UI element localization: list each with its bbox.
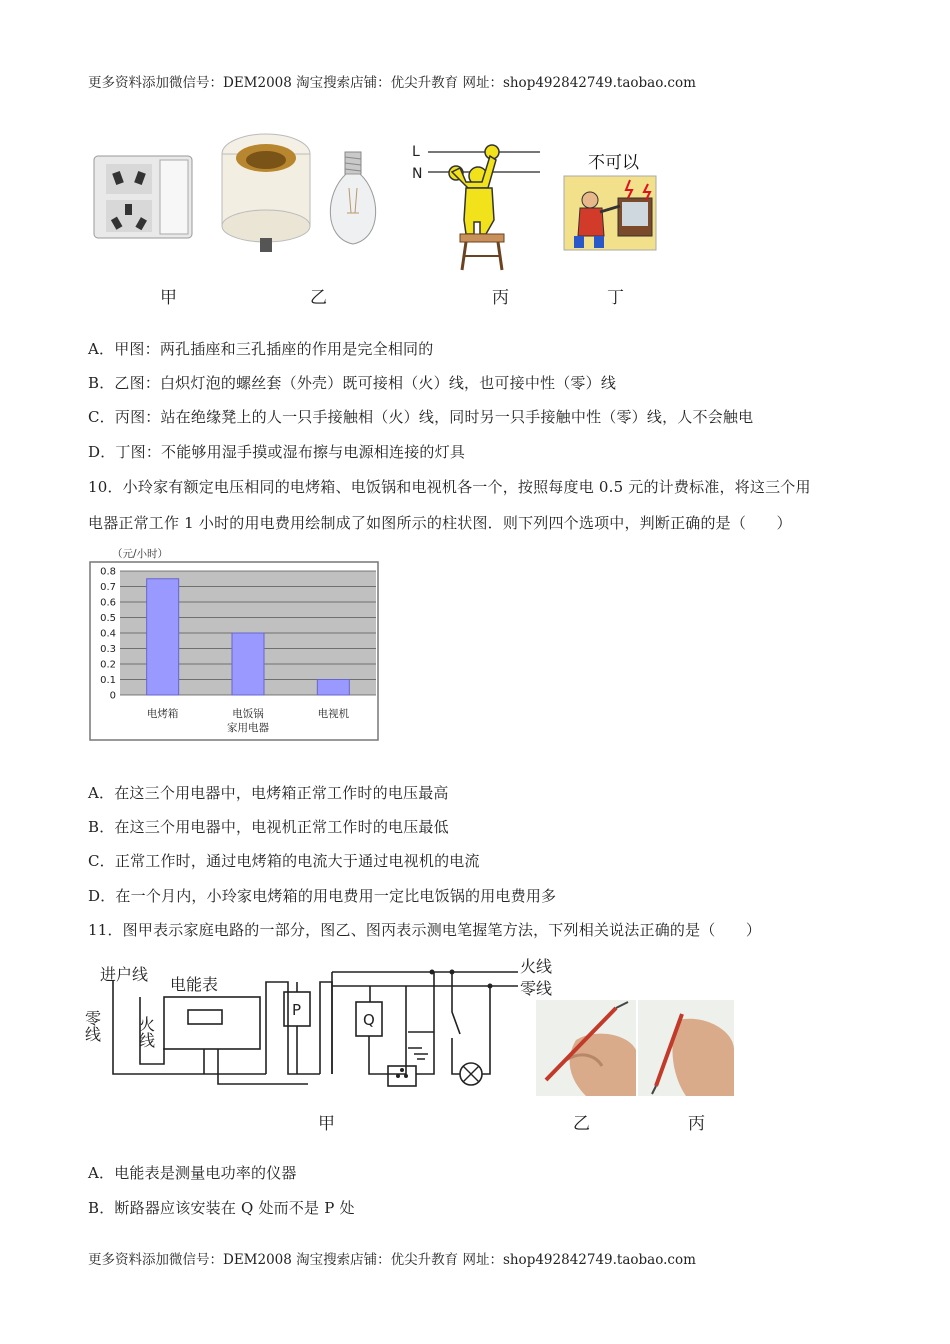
live-right-label: 火线 <box>520 957 553 976</box>
x-tick-label: 电饭锅 <box>232 708 264 720</box>
cost-bar-chart <box>88 545 383 745</box>
person-on-stool-figure <box>408 138 548 273</box>
p-label: P <box>292 1001 302 1019</box>
lamp-holder-figure <box>215 128 390 258</box>
bar-3 <box>317 680 349 696</box>
label-yi: 乙 <box>310 288 327 308</box>
q10-option-b: B．在这三个用电器中，电视机正常工作时的电压最低 <box>88 818 449 836</box>
test-pen-photo-bing <box>638 1000 734 1096</box>
y-tick-label: 0.1 <box>100 675 116 686</box>
q11-option-b: B．断路器应该安装在 Q 处而不是 P 处 <box>88 1199 355 1217</box>
neutral-right-label: 零线 <box>520 979 553 998</box>
test-pen-photo-yi <box>536 1000 636 1096</box>
live-left-label: 火线 <box>136 1016 156 1048</box>
energy-meter-box <box>164 997 260 1049</box>
in-line-label: 进户线 <box>100 965 149 984</box>
q11-option-a: A．电能表是测量电功率的仪器 <box>88 1164 297 1182</box>
q10-option-d: D．在一个月内，小玲家电烤箱的用电费用一定比电饭锅的用电费用多 <box>88 887 557 905</box>
bar-2 <box>232 633 264 695</box>
photo-label-yi: 乙 <box>573 1114 590 1134</box>
neutral-left-label: 零线 <box>82 1010 102 1042</box>
x-tick-label: 电视机 <box>317 708 350 720</box>
q9-option-c: C．丙图：站在绝缘凳上的人一只手接触相（火）线，同时另一只手接触中性（零）线，人不会触电 <box>88 408 754 426</box>
q9-option-d: D．丁图：不能够用湿手摸或湿布擦与电源相连接的灯具 <box>88 443 466 461</box>
household-circuit-diagram <box>82 952 568 1102</box>
y-tick-label: 0.4 <box>100 628 116 640</box>
ding-sign-text: 不可以 <box>588 153 639 173</box>
q9-option-b: B．乙图：白炽灯泡的螺丝套（外壳）既可接相（火）线，也可接中性（零）线 <box>88 374 617 392</box>
q-label: Q <box>363 1011 375 1029</box>
yellow-person <box>449 145 499 234</box>
x-axis-label: 家用电器 <box>227 722 269 734</box>
q11-stem: 11．图甲表示家庭电路的一部分，图乙、图丙表示测电笔握笔方法，下列相关说法正确的是（ ） <box>88 921 762 939</box>
page-header: 更多资料添加微信号：DEM2008 淘宝搜索店铺：优尖升教育 网址：shop492842749.taobao.com <box>88 75 696 91</box>
page-footer: 更多资料添加微信号：DEM2008 淘宝搜索店铺：优尖升教育 网址：shop492842749.taobao.com <box>88 1252 696 1268</box>
y-tick-label: 0 <box>109 690 116 702</box>
photo-label-bing: 丙 <box>688 1114 705 1134</box>
socket-panel-figure <box>88 150 198 245</box>
x-tick-labels <box>147 707 350 720</box>
bar-1 <box>147 579 179 695</box>
label-jia: 甲 <box>160 288 177 308</box>
wet-hand-warning-figure <box>560 150 660 255</box>
meter-label: 电能表 <box>170 975 219 994</box>
wire-N-label: N <box>412 166 423 182</box>
switch-plate <box>160 160 188 234</box>
label-bing: 丙 <box>492 288 509 308</box>
y-tick-label: 0.3 <box>100 644 116 655</box>
q10-stem-line2: 电器正常工作 1 小时的用电费用绘制成了如图所示的柱状图．则下列四个选项中，判断正确的是（ ） <box>88 514 792 532</box>
circuit-label-jia: 甲 <box>318 1114 335 1134</box>
q9-option-a: A．甲图：两孔插座和三孔插座的作用是完全相同的 <box>88 340 434 358</box>
y-tick-label: 0.2 <box>100 659 116 671</box>
y-tick-label: 0.7 <box>100 582 116 593</box>
q10-stem-line1: 10．小玲家有额定电压相同的电烤箱、电饭锅和电视机各一个，按照每度电 0.5 元的计费标准，将这三个用 <box>88 478 811 496</box>
q10-option-a: A．在这三个用电器中，电烤箱正常工作时的电压最高 <box>88 784 449 802</box>
y-tick-label: 0.5 <box>100 613 116 624</box>
bulb-glass <box>330 174 375 244</box>
y-tick-label: 0.8 <box>100 566 116 578</box>
q10-option-c: C．正常工作时，通过电烤箱的电流大于通过电视机的电流 <box>88 852 480 870</box>
insulated-stool <box>460 234 504 242</box>
two-hole-socket <box>106 164 152 194</box>
label-ding: 丁 <box>607 288 624 308</box>
y-tick-labels <box>100 567 116 702</box>
y-tick-label: 0.6 <box>100 597 116 609</box>
x-tick-label: 电烤箱 <box>146 708 179 720</box>
wire-L-label: L <box>412 144 420 160</box>
y-axis-label: （元/小时） <box>112 548 169 560</box>
